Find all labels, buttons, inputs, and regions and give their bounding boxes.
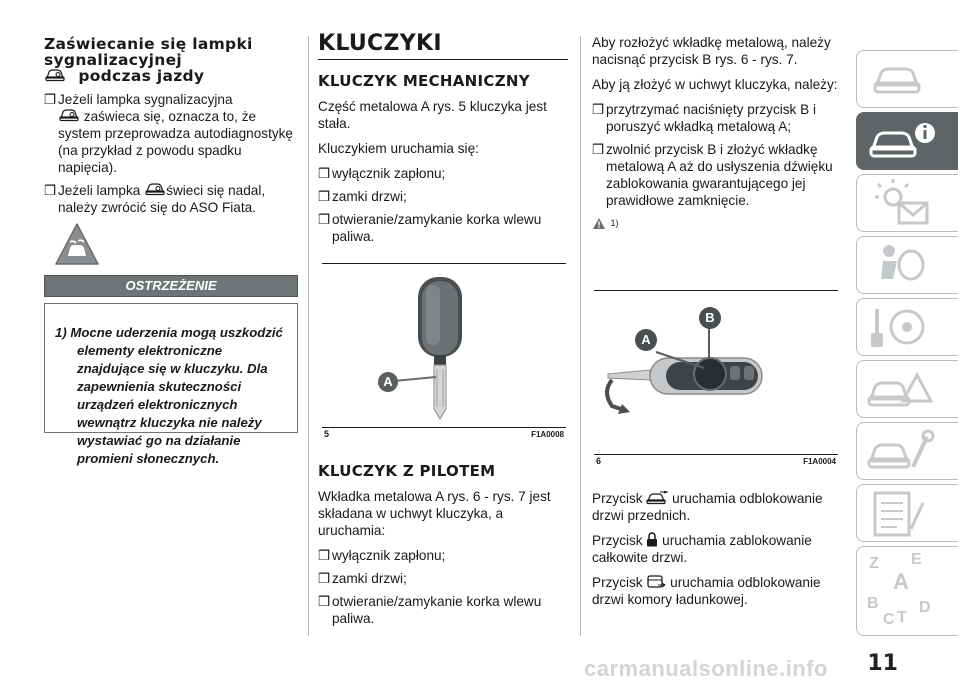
warning-road-triangle-icon: [54, 222, 100, 271]
tab-warning-lights[interactable]: [856, 174, 958, 232]
tab-getting-to-know[interactable]: [856, 112, 958, 170]
immobilizer-car-key-icon: [44, 68, 66, 83]
immobilizer-car-key-icon: [144, 182, 166, 197]
warning-title: OSTRZEŻENIE: [44, 275, 298, 297]
paragraph: Aby ją złożyć w uchwyt kluczyka, należy:: [592, 77, 838, 92]
tab-maintenance[interactable]: [856, 422, 958, 480]
list-item: ❒ wyłącznik zapłonu;: [318, 166, 446, 181]
fig-label-a: A: [383, 374, 393, 389]
warning-box: [44, 303, 298, 466]
column-3: [592, 34, 842, 233]
lock-icon: [646, 532, 658, 547]
paragraph: Kluczykiem uruchamia się:: [318, 141, 479, 156]
title-line-1: Zaświecanie się lampki: [44, 35, 253, 53]
paragraph: Przycisk uruchamia zablokowanie całkowite drzwi.: [592, 533, 812, 565]
paragraph: Przycisk uruchamia odblokowanie drzwi komory ładunkowej.: [592, 575, 821, 607]
warning-section: [44, 275, 298, 466]
paragraph: Aby rozłożyć wkładkę metalową, należy nacisnąć przycisk B rys. 6 - rys. 7.: [592, 35, 831, 67]
remote-key-illustration: [594, 290, 838, 452]
title-line-3: podczas jazdy: [78, 67, 205, 85]
warning-light-icon: [867, 179, 937, 229]
column-2: [318, 0, 568, 251]
figure-number: 5: [324, 429, 330, 439]
tab-index[interactable]: [856, 546, 958, 636]
column-1: [44, 0, 298, 466]
chapter-sidebar: [856, 0, 960, 686]
page-number: 11: [867, 651, 898, 676]
airbag-icon: [867, 241, 937, 291]
car-wrench-icon: [867, 427, 937, 477]
column-divider: [580, 36, 581, 636]
section-remote-key: [318, 462, 568, 633]
tab-starting-driving[interactable]: [856, 298, 958, 356]
mechanical-key-illustration: [322, 269, 566, 429]
tab-safety[interactable]: [856, 236, 958, 294]
title-line-2: sygnalizacyjnej: [44, 51, 182, 69]
list-item: ❒ zamki drzwi;: [318, 189, 407, 204]
tab-vehicle-overview[interactable]: [856, 50, 958, 108]
section-title-warning-light: [44, 36, 298, 85]
list-item: ❒ Jeżeli lampka świeci się nadal, należy zwrócić się do ASO Fiata.: [44, 183, 266, 215]
list-item: ❒ przytrzymać naciśnięty przycisk B i poruszyć wkładką metalową A;: [592, 102, 816, 134]
subheading-mechanical-key: KLUCZYK MECHANICZNY: [318, 72, 530, 90]
paragraph: Część metalowa A rys. 5 kluczyka jest stała.: [318, 99, 547, 131]
index-letters: Z E A B C D T: [867, 551, 931, 628]
document-list-icon: [867, 489, 937, 539]
steering-wheel-icon: [867, 303, 937, 353]
list-item: ❒ zwolnić przycisk B i złożyć wkładkę metalową A aż do usłyszenia dźwięku zablokowania gwarantującego jej prawidłowe zamknięcie.: [592, 142, 833, 208]
list-item: ❒ otwieranie/zamykanie korka wlewu paliwa.: [318, 212, 542, 244]
tab-emergency[interactable]: [856, 360, 958, 418]
watermark: carmanualsonline.info: [584, 656, 828, 681]
figure-number: 6: [596, 456, 602, 466]
subheading-remote-key: KLUCZYK Z PILOTEM: [318, 462, 496, 480]
list-item: ❒ otwieranie/zamykanie korka wlewu paliwa.: [318, 594, 542, 626]
trunk-unlock-icon: [646, 574, 666, 589]
unlock-icon: [646, 491, 668, 505]
immobilizer-car-key-icon: [58, 108, 80, 123]
list-item: ❒ wyłącznik zapłonu;: [318, 548, 446, 563]
tab-technical-data[interactable]: [856, 484, 958, 542]
paragraph: Wkładka metalowa A rys. 6 - rys. 7 jest składana w uchwyt kluczyka, a uruchamia:: [318, 489, 551, 538]
warning-text: 1) Mocne uderzenia mogą uszkodzić elementy elektroniczne znajdujące się w kluczyku. Dla zapewnienia skuteczności urządzeń elektronicznych wewnątrz kluczyka nie należy wystawiać go na działanie promieni słonecznych.: [55, 325, 283, 466]
fig-label-a: A: [641, 332, 651, 347]
figure-code: F1A0004: [803, 457, 836, 466]
column-divider: [308, 36, 309, 636]
page-title: KLUCZYKI: [318, 33, 568, 60]
buttons-description: [592, 490, 842, 616]
paragraph: Przycisk uruchamia odblokowanie drzwi przednich.: [592, 491, 823, 523]
fig-label-b: B: [705, 310, 715, 325]
list-item: ❒ zamki drzwi;: [318, 571, 407, 586]
car-warning-triangle-icon: [867, 365, 937, 415]
warning-triangle-icon: [592, 217, 606, 230]
figure-6: [594, 290, 838, 470]
car-info-icon: [867, 117, 937, 165]
car-icon: [867, 55, 927, 103]
list-item: ❒ Jeżeli lampka sygnalizacyjna zaświeca się, oznacza to, że system przeprowadza autodiagnostykę (na przykład z powodu spadku napięcia).: [44, 92, 293, 175]
note-reference: 1): [592, 215, 842, 233]
figure-5: [322, 263, 566, 443]
figure-code: F1A0008: [531, 430, 564, 439]
